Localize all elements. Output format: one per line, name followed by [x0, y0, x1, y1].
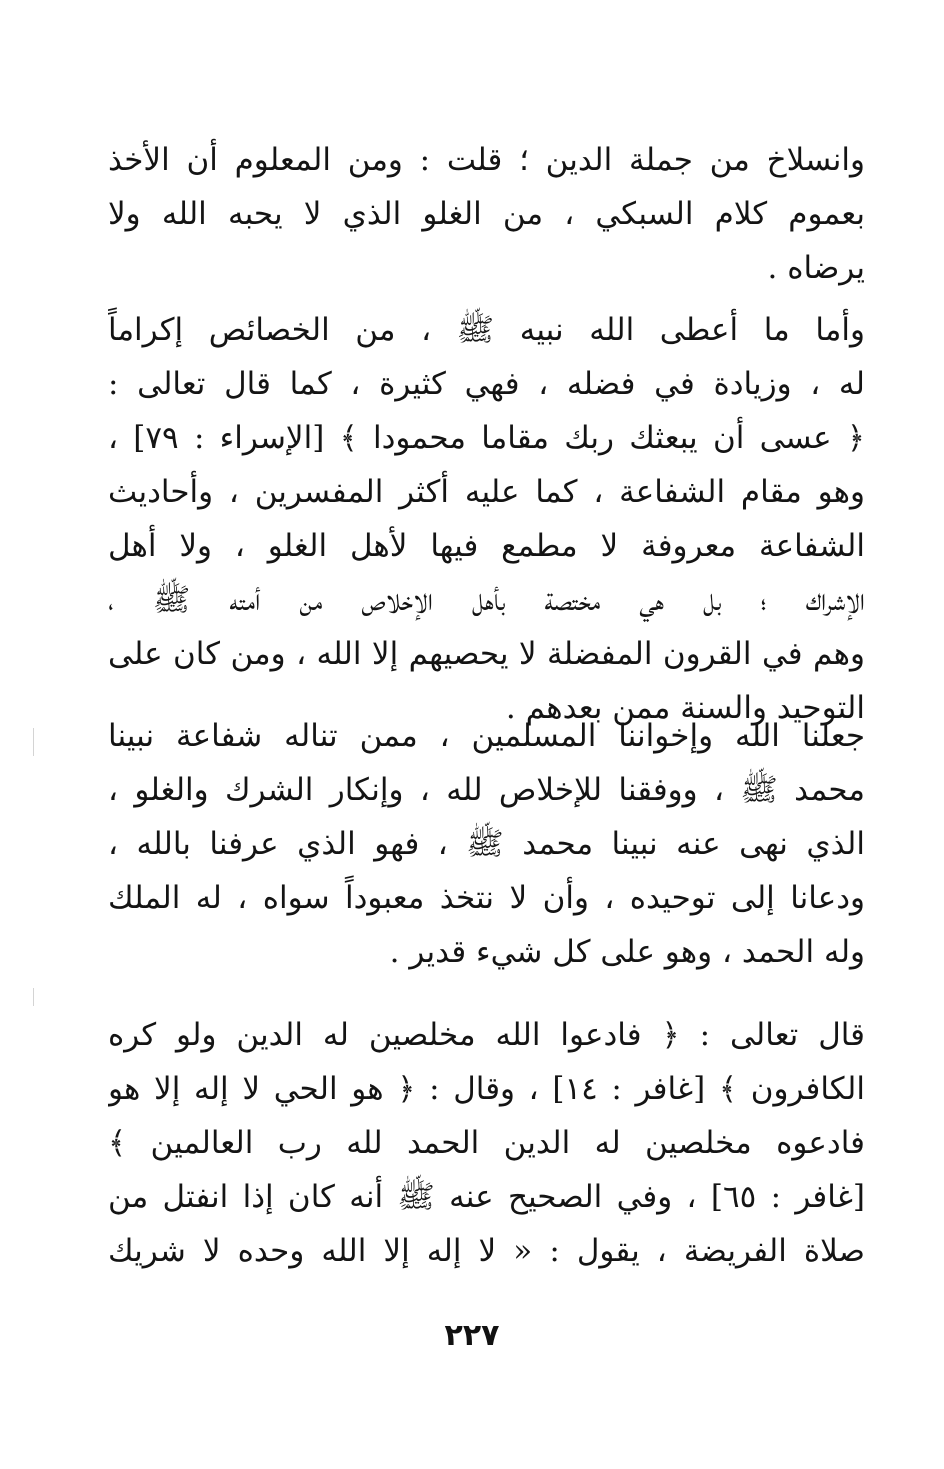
text-line: وأما ما أعطى الله نبيه ﷺ ، من الخصائص إكراماً — [108, 312, 865, 348]
text-line: له ، وزيادة في فضله ، فهي كثيرة ، كما قال تعالى : — [108, 366, 865, 402]
text-line: الكافرون ﴾ [غافر : ١٤] ، وقال : ﴿ هو الحي لا إله إلا هو — [108, 1071, 865, 1107]
text-line: [غافر : ٦٥] ، وفي الصحيح عنه ﷺ أنه كان إذا انفتل من — [108, 1179, 865, 1215]
text-line: يرضاه . — [767, 250, 865, 286]
paragraph-4 — [108, 1008, 865, 1278]
text-line: ﴿ عسى أن يبعثك ربك مقاما محمودا ﴾ [الإسراء : ٧٩] ، — [108, 420, 865, 456]
text-line: وانسلاخ من جملة الدين ؛ قلت : ومن المعلوم أن الأخذ — [108, 142, 865, 178]
text-line: الذي نهى عنه نبينا محمد ﷺ ، فهو الذي عرفنا بالله ، — [108, 826, 865, 862]
scan-artifact-line — [33, 988, 34, 1006]
text-line: قال تعالى : ﴿ فادعوا الله مخلصين له الدين ولو كره — [108, 1017, 865, 1053]
text-line: التوحيد والسنة ممن بعدهم . — [505, 690, 865, 726]
text-line: ودعانا إلى توحيده ، وأن لا نتخذ معبوداً سواه ، له الملك — [108, 880, 865, 916]
paragraph-3 — [108, 709, 865, 979]
text-line: وله الحمد ، وهو على كل شيء قدير . — [389, 934, 865, 970]
text-line: بعموم كلام السبكي ، من الغلو الذي لا يحبه الله ولا — [108, 196, 865, 232]
page-number: ٢٢٧ — [444, 1318, 500, 1353]
paragraph-2 — [108, 303, 865, 735]
text-line: محمد ﷺ ، ووفقنا للإخلاص لله ، وإنكار الشرك والغلو ، — [108, 772, 865, 808]
text-line: فادعوه مخلصين له الدين الحمد لله رب العالمين ﴾ — [108, 1125, 865, 1161]
text-line: الشفاعة معروفة لا مطمع فيها لأهل الغلو ، ولا أهل — [108, 528, 865, 564]
scan-artifact-line — [33, 728, 34, 756]
paragraph-1 — [108, 133, 865, 295]
text-line: الإشراك ؛ بل هي مختصة بأهل الإخلاص من أمته ﷺ ، — [108, 582, 865, 618]
text-line: جعلنا الله وإخواننا المسلمين ، ممن تناله شفاعة نبينا — [108, 718, 865, 754]
text-line: صلاة الفريضة ، يقول : « لا إله إلا الله وحده لا شريك — [108, 1233, 865, 1269]
text-line: وهو مقام الشفاعة ، كما عليه أكثر المفسرين ، وأحاديث — [108, 474, 865, 510]
text-line: وهم في القرون المفضلة لا يحصيهم إلا الله ، ومن كان على — [108, 636, 865, 672]
